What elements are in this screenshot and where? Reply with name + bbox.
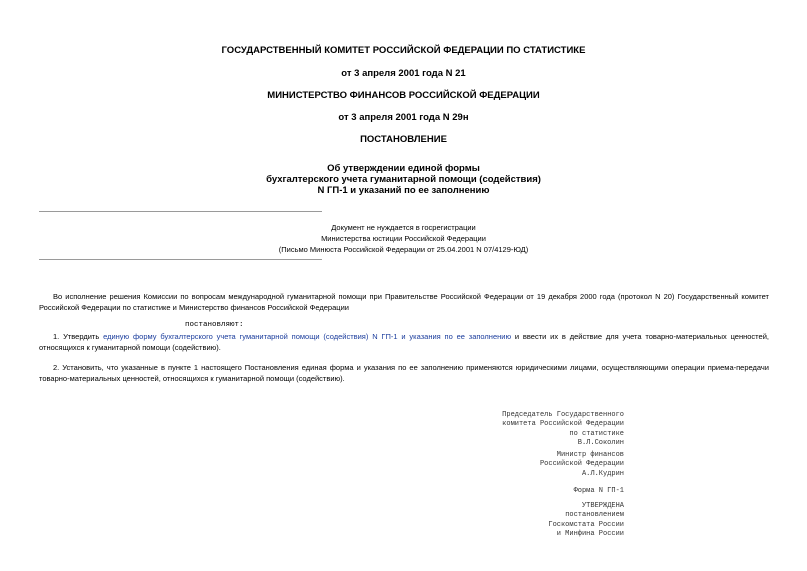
intro-text: Во исполнение решения Комиссии по вопросам международной гуманитарной помощи при Правительстве Российской Федерации от 19 декабря 2000 года (протокол N 20) Государственный комитет Российской Федерации по статистике и Министерство финансов Российской Федерации bbox=[39, 292, 769, 312]
registration-note-3: (Письмо Минюста Российской Федерации от 25.04.2001 N 07/4129-ЮД) bbox=[278, 245, 529, 254]
signature-line: по статистике bbox=[569, 429, 624, 438]
link-unified-form[interactable]: единую форму бухгалтерского учета гуманитарной помощи (содействия) N ГП-1 bbox=[103, 332, 398, 341]
clause-2-text: 2. Установить, что указанные в пункте 1 настоящего Постановления единая форма и указания по ее заполнению применяются юридическими лицами, осуществляющими операции приема-передачи товарно-материальных ценностей, относящихся к гуманитарной помощи (содействию). bbox=[39, 363, 769, 383]
issuer-date-2: от 3 апреля 2001 года N 29н bbox=[338, 112, 469, 123]
clause-1-and: и bbox=[401, 332, 406, 341]
signature-line: комитета Российской Федерации bbox=[502, 420, 624, 429]
clause-1-suffix: и ввести их в действие для учета товарно-материальных ценностей, относящихся к гуманитарной помощи (содействию). bbox=[39, 332, 769, 352]
divider-bottom bbox=[39, 259, 322, 260]
intro-paragraph bbox=[39, 291, 769, 313]
signature-line: А.Л.Кудрин bbox=[581, 469, 624, 478]
approval-line: Госкомстата России bbox=[548, 520, 624, 529]
issuer-minfin: МИНИСТЕРСТВО ФИНАНСОВ РОССИЙСКОЙ ФЕДЕРАЦИИ bbox=[267, 90, 540, 101]
form-label: Форма N ГП-1 bbox=[573, 487, 624, 495]
signature-line: Председатель Государственного bbox=[502, 411, 624, 419]
signature-goskomstat bbox=[470, 411, 624, 448]
title-line-3: N ГП-1 и указаний по ее заполнению bbox=[317, 185, 490, 196]
clause-2 bbox=[39, 362, 769, 384]
registration-note-1: Документ не нуждается в госрегистрации bbox=[331, 223, 476, 232]
clause-1-prefix: 1. Утвердить bbox=[53, 332, 100, 341]
approval-line: и Минфина России bbox=[556, 529, 624, 538]
title-line-1: Об утверждении единой формы bbox=[327, 163, 480, 174]
title-line-2: бухгалтерского учета гуманитарной помощи (содействия) bbox=[266, 174, 541, 185]
signature-line: Российской Федерации bbox=[539, 460, 624, 469]
document-type: ПОСТАНОВЛЕНИЕ bbox=[360, 134, 447, 145]
approval-line: УТВЕРЖДЕНА bbox=[581, 502, 624, 510]
signature-line: Министр финансов bbox=[556, 451, 624, 459]
issuer-date-1: от 3 апреля 2001 года N 21 bbox=[341, 68, 466, 79]
registration-note-2: Министерства юстиции Российской Федерации bbox=[321, 234, 486, 243]
link-filling-instructions[interactable]: указания по ее заполнению bbox=[409, 332, 512, 341]
issuer-goskomstat: ГОСУДАРСТВЕННЫЙ КОМИТЕТ РОССИЙСКОЙ ФЕДЕРАЦИИ ПО СТАТИСТИКЕ bbox=[221, 45, 586, 56]
signature-minfin bbox=[470, 451, 624, 479]
clause-1 bbox=[39, 331, 769, 353]
approval-line: постановлением bbox=[565, 511, 624, 520]
signature-line: В.Л.Соколин bbox=[577, 438, 624, 447]
decree-word: постановляют: bbox=[185, 321, 244, 329]
divider-top bbox=[39, 211, 322, 212]
approval-block bbox=[470, 502, 624, 539]
